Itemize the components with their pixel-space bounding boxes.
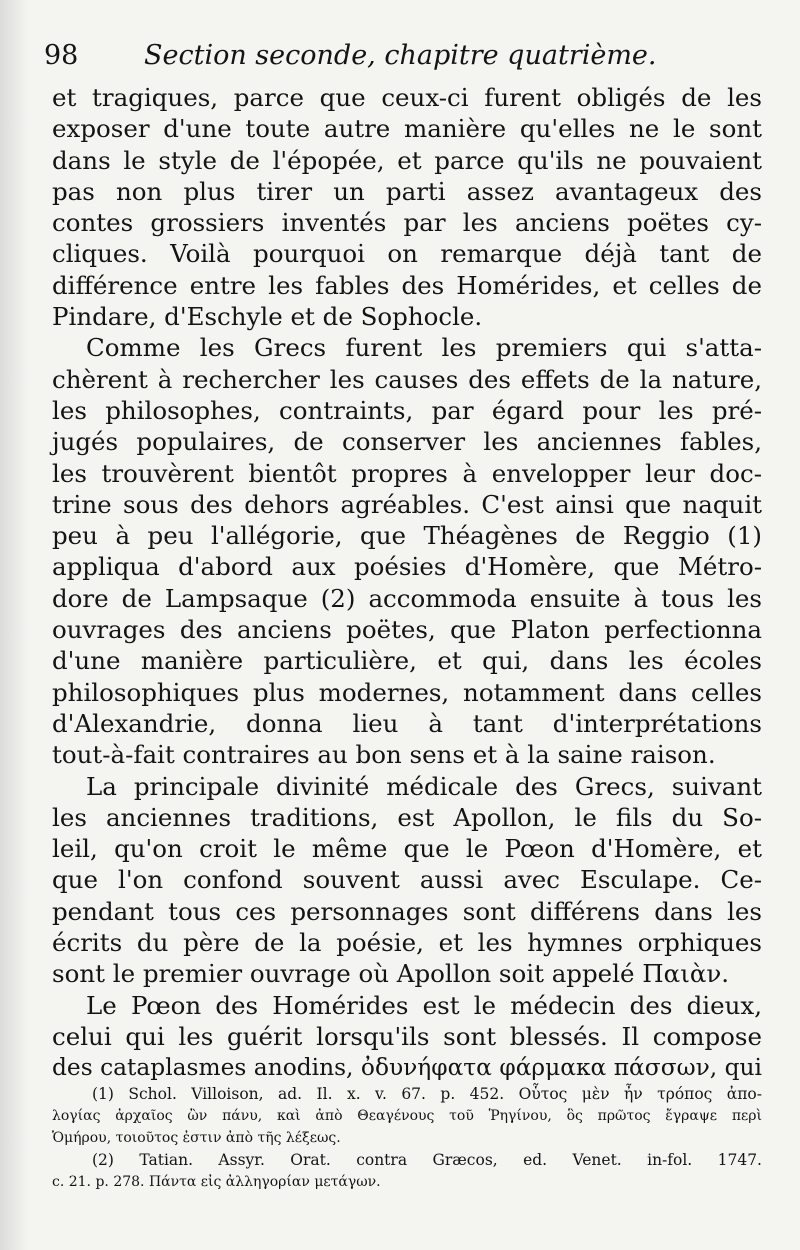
text-line: différence entre les fables des Homérides, et celles de — [52, 270, 762, 300]
text-line: contes grossiers inventés par les anciens poëtes cy- — [52, 208, 762, 238]
text-line: dans le style de l'épopée, et parce qu'ils ne pouvaient — [52, 145, 762, 175]
text-line: pas non plus tirer un parti assez avantageux des — [52, 176, 762, 206]
text-line: tout-à-fait contraires au bon sens et à la saine raison. — [52, 740, 716, 770]
paragraph-start-line: Le Pœon des Homérides est le médecin des dieux, — [86, 990, 762, 1020]
text-line: dore de Lampsaque (2) accommoda ensuite à tous les — [52, 583, 762, 613]
text-line: les philosophes, contraints, par égard pour les pré- — [52, 395, 762, 425]
text-line: des cataplasmes anodins, ὀδυνήφατα φάρμακα πάσσων, qui — [52, 1054, 762, 1082]
text-line: trine sous des dehors agréables. C'est ainsi que naquit — [52, 489, 762, 519]
footnote-2-line: (2) Tatian. Assyr. Orat. contra Græcos, ed. Venet. in-fol. 1747. — [92, 1151, 762, 1169]
text-line: celui qui les guérit lorsqu'ils sont blessés. Il compose — [52, 1021, 762, 1051]
footnote-1-line: Ὁμήρου, τοιοῦτος ἐστιν ἀπὸ τῆς λέξεως. — [52, 1130, 341, 1146]
paragraph-start-line: Comme les Grecs furent les premiers qui s'atta- — [86, 333, 762, 363]
text-line: philosophiques plus modernes, notamment dans celles — [52, 677, 762, 707]
text-line: sont le premier ouvrage où Apollon soit appelé Παιὰν. — [52, 959, 730, 989]
text-line: appliqua d'abord aux poésies d'Homère, que Métro- — [52, 552, 762, 582]
text-line: pendant tous ces personnages sont différens dans les — [52, 896, 762, 926]
text-line: leil, qu'on croit le même que le Pœon d'Homère, et — [52, 834, 762, 864]
footnote-1-line: (1) Schol. Villoison, ad. Il. x. v. 67. p. 452. Οὗτος μὲν ἦν τρόπος ἀπο- — [92, 1085, 762, 1103]
footnotes — [52, 1083, 762, 1193]
text-line: exposer d'une toute autre manière qu'elles ne le sont — [52, 114, 762, 144]
body-text — [52, 82, 762, 1084]
text-line: et tragiques, parce que ceux-ci furent obligés de les — [52, 83, 762, 112]
running-head: Section seconde, chapitre quatrième. — [144, 40, 657, 71]
footnote-2-line: c. 21. p. 278. Πάντα εἰς ἀλληγορίαν μετάγων. — [52, 1174, 381, 1190]
footnote-1-line: λογίας ἀρχαῖος ὢν πάνυ, καὶ ἀπὸ Θεαγένους τοῦ Ῥηγίνου, ὃς πρῶτος ἔγραψε περὶ — [52, 1108, 762, 1124]
page-number: 98 — [44, 40, 79, 71]
text-line: Pindare, d'Eschyle et de Sophocle. — [52, 302, 483, 332]
text-line: d'une manière particulière, et qui, dans les écoles — [52, 646, 762, 676]
text-line: ouvrages des anciens poëtes, que Platon perfectionna — [52, 615, 762, 645]
page-header — [44, 38, 764, 78]
text-line: chèrent à rechercher les causes des effets de la nature, — [52, 364, 762, 394]
text-line: cliques. Voilà pourquoi on remarque déjà tant de — [52, 239, 762, 269]
text-line: que l'on confond souvent aussi avec Esculape. Ce- — [52, 865, 762, 895]
text-line: jugés populaires, de conserver les anciennes fables, — [52, 427, 762, 457]
text-line: les trouvèrent bientôt propres à envelopper leur doc- — [52, 458, 762, 488]
text-line: les anciennes traditions, est Apollon, le fils du So- — [52, 802, 762, 832]
paragraph-start-line: La principale divinité médicale des Grecs, suivant — [86, 771, 762, 801]
text-line: écrits du père de la poésie, et les hymnes orphiques — [52, 928, 762, 958]
text-line: d'Alexandrie, donna lieu à tant d'interprétations — [52, 708, 762, 738]
text-line: peu à peu l'allégorie, que Théagènes de Reggio (1) — [52, 521, 762, 551]
